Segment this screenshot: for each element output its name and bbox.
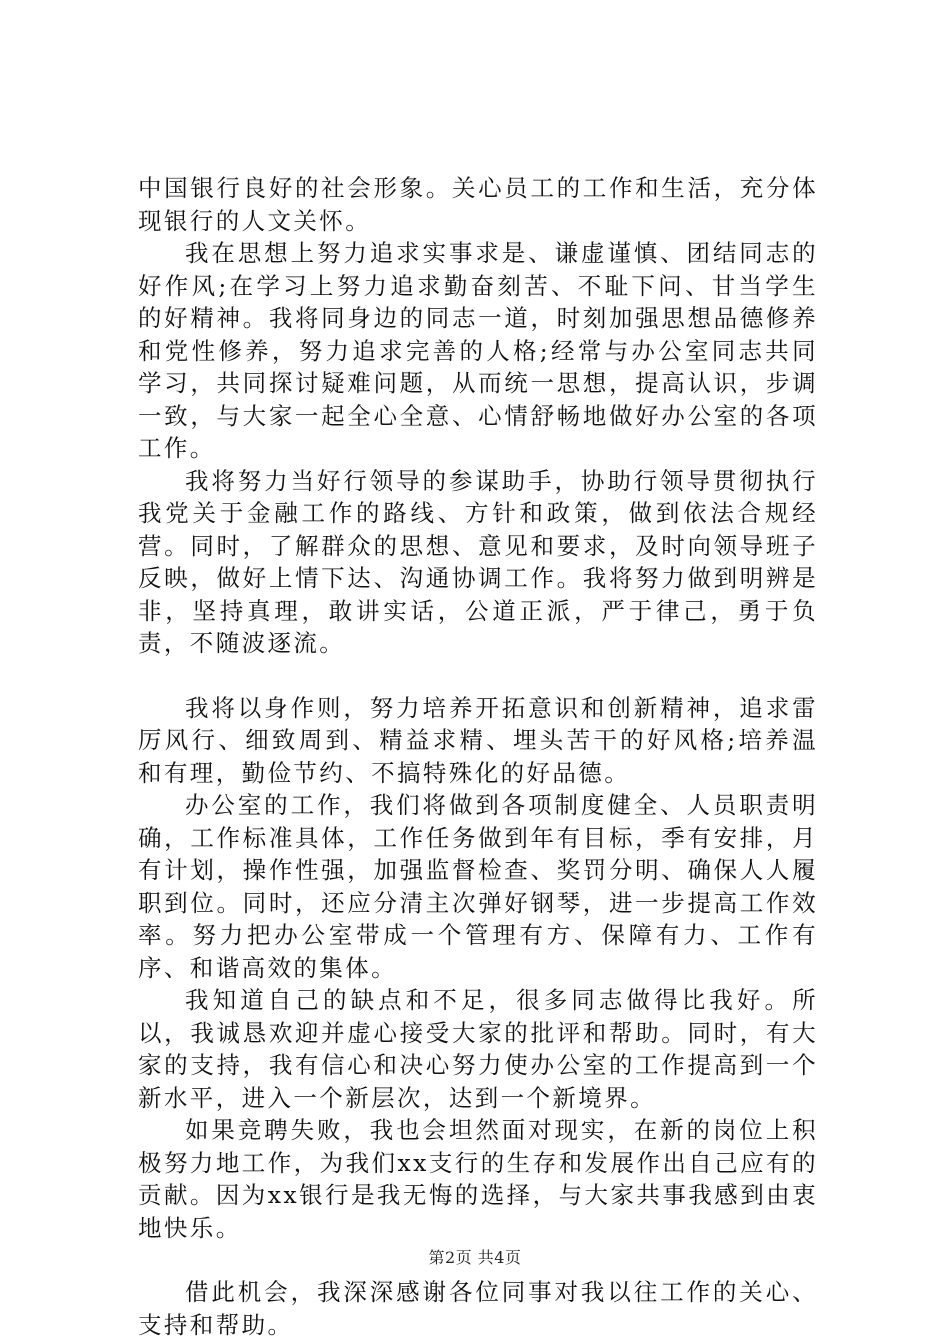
paragraph: 如果竞聘失败，我也会坦然面对现实，在新的岗位上积极努力地工作，为我们xx支行的生存和发展作出自己应有的贡献。因为xx银行是我无悔的选择，与大家共事我感到由衷地快乐。 xyxy=(138,1116,818,1242)
paragraph: 我将以身作则，努力培养开拓意识和创新精神，追求雷厉风行、细致周到、精益求精、埋头苦干的好风格;培养温和有理，勤俭节约、不搞特殊化的好品德。 xyxy=(138,693,818,787)
paragraph: 借此机会，我深深感谢各位同事对我以往工作的关心、支持和帮助。 xyxy=(138,1278,818,1339)
page-footer: 第2页 共4页 xyxy=(428,1248,522,1267)
paragraph: 我将努力当好行领导的参谋助手，协助行领导贯彻执行我党关于金融工作的路线、方针和政策，做到依法合规经营。同时，了解群众的思想、意见和要求，及时向领导班子反映，做好上情下达、沟通协调工作。我将努力做到明辨是非，坚持真理，敢讲实话，公道正派，严于律己，勇于负责，不随波逐流。 xyxy=(138,466,818,657)
paragraph: 办公室的工作，我们将做到各项制度健全、人员职责明确，工作标准具体，工作任务做到年有目标，季有安排，月有计划，操作性强，加强监督检查、奖罚分明、确保人人履职到位。同时，还应分清主次弹好钢琴，进一步提高工作效率。努力把办公室带成一个管理有方、保障有力、工作有序、和谐高效的集体。 xyxy=(138,791,818,982)
paragraph: 我在思想上努力追求实事求是、谦虚谨慎、团结同志的好作风;在学习上努力追求勤奋刻苦、不耻下问、甘当学生的好精神。我将同身边的同志一道，时刻加强思想品德修养和党性修养，努力追求完善的人格;经常与办公室同志共同学习，共同探讨疑难问题，从而统一思想，提高认识，步调一致，与大家一起全心全意、心情舒畅地做好办公室的各项工作。 xyxy=(138,239,818,462)
document-body xyxy=(138,172,818,1341)
paragraph: 我知道自己的缺点和不足，很多同志做得比我好。所以，我诚恳欢迎并虚心接受大家的批评和帮助。同时，有大家的支持，我有信心和决心努力使办公室的工作提高到一个新水平，进入一个新层次，达到一个新境界。 xyxy=(138,986,818,1112)
paragraph: 中国银行良好的社会形象。关心员工的工作和生活，充分体现银行的人文关怀。 xyxy=(138,174,818,235)
